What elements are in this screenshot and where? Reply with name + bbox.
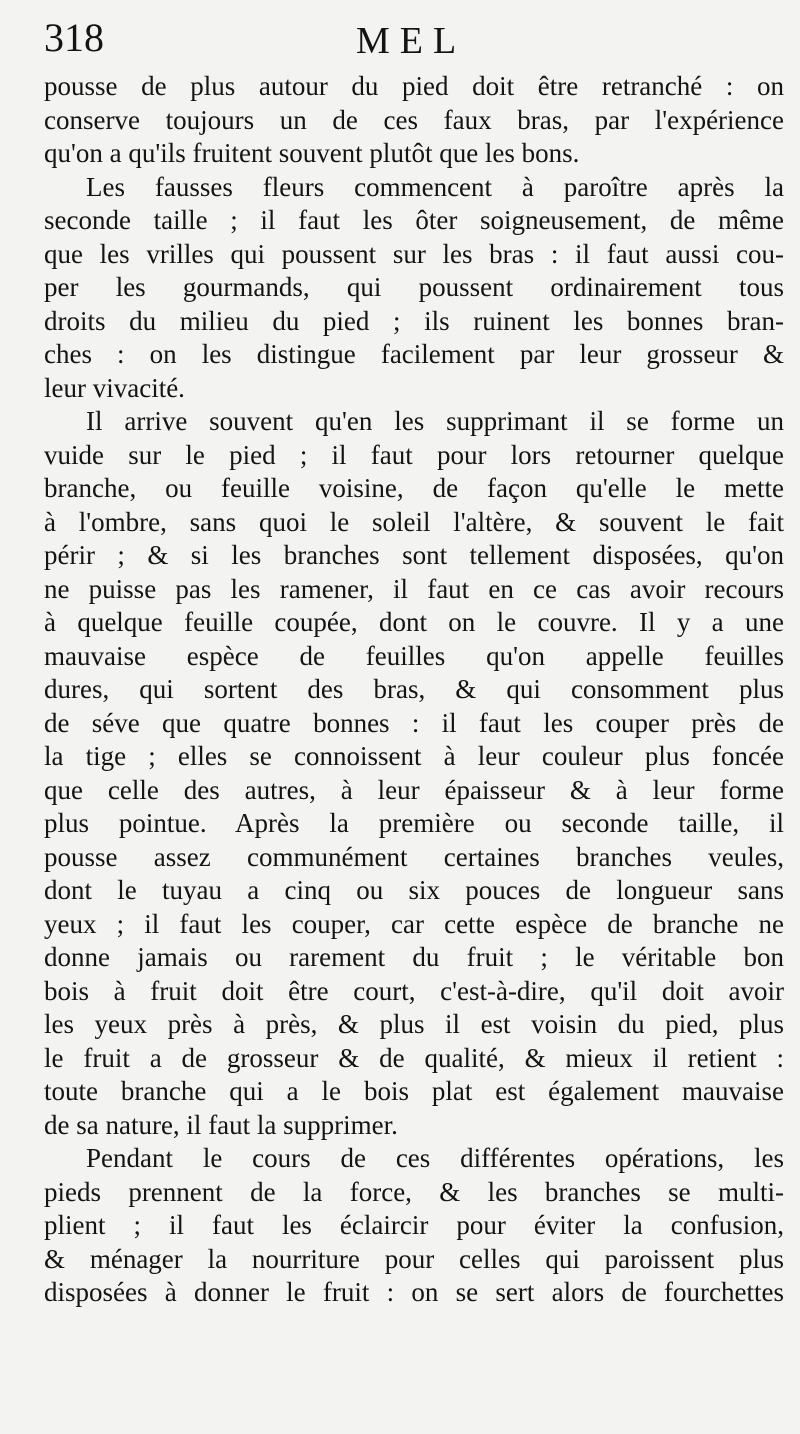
text-line: droits du milieu du pied ; ils ruinent les bonnes bran-: [44, 305, 784, 336]
paragraph: [44, 405, 784, 1142]
text-line: vuide sur le pied ; il faut pour lors retourner quelque: [44, 439, 784, 470]
text-line: branche, ou feuille voisine, de façon qu'elle le mette: [44, 473, 784, 503]
running-head: MEL: [356, 20, 467, 62]
text-body: [44, 70, 784, 1310]
text-line: plus pointue. Après la première ou seconde taille, il: [44, 808, 784, 838]
text-line: Pendant le cours de ces différentes opérations, les: [86, 1143, 784, 1173]
text-line: la tige ; elles se connoissent à leur couleur plus foncée: [44, 741, 784, 771]
text-line: les yeux près à près, & plus il est voisin du pied, plus: [44, 1009, 784, 1039]
text-line: plient ; il faut les éclaircir pour éviter la confusion,: [44, 1210, 784, 1240]
text-line: conserve toujours un de ces faux bras, par l'expérience: [44, 104, 784, 135]
text-line: de sa nature, il faut la supprimer.: [44, 1109, 398, 1140]
text-line: à l'ombre, sans quoi le soleil l'altère, & souvent le fait: [44, 506, 784, 537]
text-line: toute branche qui a le bois plat est également mauvaise: [44, 1076, 784, 1106]
text-line: donne jamais ou rarement du fruit ; le véritable bon: [44, 942, 784, 972]
text-line: qu'on a qu'ils fruitent souvent plutôt que les bons.: [44, 138, 580, 168]
text-line: dont le tuyau a cinq ou six pouces de longueur sans: [44, 875, 784, 905]
text-line: le fruit a de grosseur & de qualité, & mieux il retient :: [44, 1042, 784, 1073]
text-line: dures, qui sortent des bras, & qui consomment plus: [44, 674, 784, 704]
text-line: à quelque feuille coupée, dont on le couvre. Il y a une: [44, 607, 784, 637]
text-line: mauvaise espèce de feuilles qu'on appelle feuilles: [44, 640, 784, 671]
text-line: leur vivacité.: [44, 372, 185, 403]
text-line: pousse de plus autour du pied doit être retranché : on: [44, 71, 784, 101]
page-number: 318: [44, 15, 104, 60]
paragraph: [44, 171, 784, 406]
text-line: pousse assez communément certaines branches veules,: [44, 841, 784, 872]
text-line: disposées à donner le fruit : on se sert alors de fourchettes: [44, 1277, 784, 1307]
text-line: bois à fruit doit être court, c'est-à-dire, qu'il doit avoir: [44, 975, 784, 1006]
text-line: de séve que quatre bonnes : il faut les couper près de: [44, 707, 784, 738]
text-line: que les vrilles qui poussent sur les bras : il faut aussi cou-: [44, 238, 784, 269]
text-line: ches : on les distingue facilement par leur grosseur &: [44, 339, 784, 369]
text-line: & ménager la nourriture pour celles qui paroissent plus: [44, 1243, 784, 1274]
text-line: ne puisse pas les ramener, il faut en ce cas avoir recours: [44, 573, 784, 604]
paragraph: [44, 1142, 784, 1310]
text-line: périr ; & si les branches sont tellement disposées, qu'on: [44, 540, 784, 570]
text-line: Il arrive souvent qu'en les supprimant il se forme un: [86, 406, 784, 436]
paragraph: [44, 70, 784, 171]
text-line: Les fausses fleurs commencent à paroître après la: [86, 171, 784, 202]
text-line: per les gourmands, qui poussent ordinairement tous: [44, 272, 784, 302]
text-line: yeux ; il faut les couper, car cette espèce de branche ne: [44, 908, 784, 939]
text-line: pieds prennent de la force, & les branches se multi-: [44, 1176, 784, 1207]
text-line: que celle des autres, à leur épaisseur & à leur forme: [44, 774, 784, 805]
text-line: seconde taille ; il faut les ôter soigneusement, de même: [44, 205, 784, 235]
